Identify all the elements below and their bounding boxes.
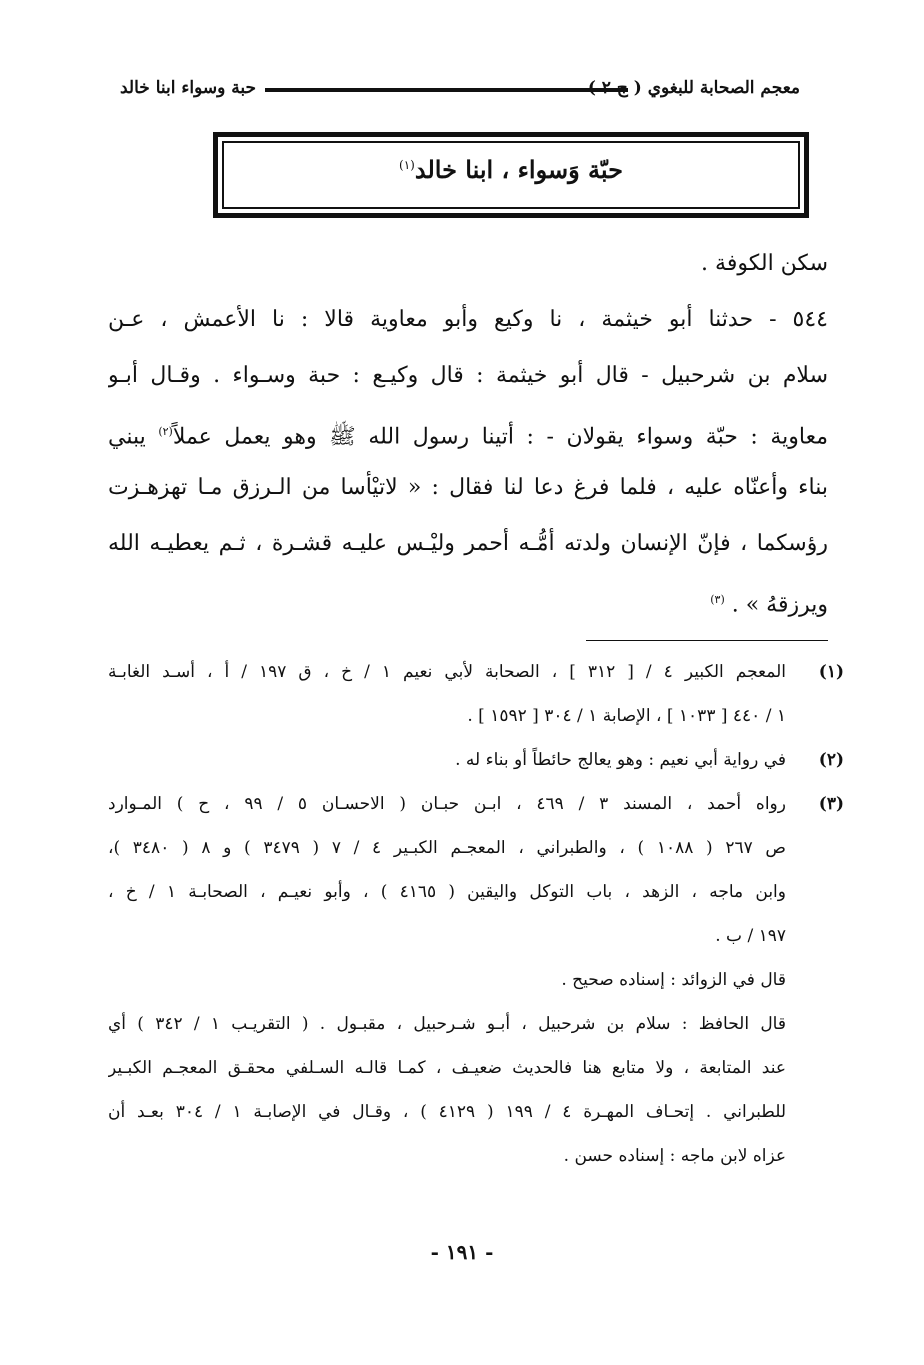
footnote-3-notes bbox=[108, 958, 844, 1178]
body-line bbox=[108, 572, 828, 628]
footnote-3 bbox=[108, 782, 844, 958]
footnote-line: ص ٢٦٧ ( ١٠٨٨ ) ، والطبراني ، المعجـم الكبـير ٤ / ٧ ( ٣٤٧٩ ) و ٨ ( ٣٤٨٠ )، bbox=[108, 838, 786, 858]
footnote-line: قال الحافظ : سلام بن شرحبيل ، أبـو شـرحبيل ، مقبـول . ( التقريـب ١ / ٣٤٢ ) أي bbox=[108, 1014, 786, 1034]
body-text: يبني bbox=[108, 424, 146, 450]
footnote-separator bbox=[586, 640, 828, 641]
running-header bbox=[120, 72, 800, 106]
footnote-line: قال في الزوائد : إسناده صحيح . bbox=[561, 970, 786, 990]
footnote-number: (١) bbox=[818, 662, 844, 682]
body-text: ويرزقهُ » . bbox=[731, 592, 828, 618]
body-line: سكن الكوفة . bbox=[701, 251, 828, 276]
book-title: معجم الصحابة للبغوي ( ج ٢ ) bbox=[587, 78, 800, 98]
body-line: رؤسكما ، فإنّ الإنسان ولدته أمُّـه أحمر وليْـس عليـه قشـرة ، ثـم يعطيـه الله bbox=[108, 531, 828, 556]
footnote-line: وابن ماجه ، الزهد ، باب التوكل واليقين ( ٤١٦٥ ) ، وأبو نعيـم ، الصحابـة ١ / خ ، bbox=[108, 882, 786, 902]
footnote-line: رواه أحمد ، المسند ٣ / ٤٦٩ ، ابـن حبـان ( الاحسـان ٥ / ٩٩ ، ح ) المـوارد bbox=[108, 794, 786, 814]
header-rule bbox=[265, 88, 488, 92]
footnote-1 bbox=[108, 650, 844, 738]
footnotes bbox=[108, 650, 844, 1178]
body-line: ٥٤٤ - حدثنا أبو خيثمة ، نا وكيع وأبو معاوية قالا : نا الأعمش ، عـن bbox=[108, 307, 828, 332]
footnote-ref[interactable]: (٣) bbox=[710, 593, 725, 606]
body-line: بناء وأعنّاه عليه ، فلما فرغ دعا لنا فقال : « لاتيْأسا من الـرزق مـا تهزهـزت bbox=[108, 475, 828, 500]
footnote-line: للطبراني . إتحـاف المهـرة ٤ / ١٩٩ ( ٤١٢٩ ) ، وقـال في الإصابـة ١ / ٣٠٤ بعـد أن bbox=[108, 1102, 787, 1122]
chapter-title: حبة وسواء ابنا خالد bbox=[120, 78, 257, 98]
section-title-text: حبّة وَسواء ، ابنا خالد bbox=[414, 155, 623, 184]
page-number: - ١٩١ - bbox=[430, 1240, 494, 1264]
header-rule bbox=[488, 88, 628, 92]
footnote-ref[interactable]: (٢) bbox=[158, 425, 173, 438]
main-text bbox=[108, 236, 828, 628]
footnote-line: في رواية أبي نعيم : وهو يعالج حائطاً أو بناء له . bbox=[455, 750, 786, 770]
footnote-number: (٢) bbox=[818, 750, 844, 770]
footnote-ref[interactable]: (١) bbox=[399, 158, 415, 172]
body-line: سلام بن شرحبيل - قال أبو خيثمة : قال وكيـع : حبة وسـواء . وقـال أبـو bbox=[108, 363, 828, 388]
footnote-line: عند المتابعة ، ولا متابع هنا فالحديث ضعيـف ، كمـا قالـه السـلفي محقـق المعجـم الكبـير bbox=[108, 1058, 786, 1078]
footnote-line: عزاه لابن ماجه : إسناده حسن . bbox=[563, 1146, 786, 1166]
footnote-line: ١٩٧ / ب . bbox=[715, 926, 786, 946]
footnote-number: (٣) bbox=[818, 794, 844, 814]
body-text: معاوية : حبّة وسواء يقولان - : أتينا رسول الله ﷺ وهو يعمل عملاً bbox=[172, 424, 828, 450]
title-frame bbox=[213, 132, 809, 218]
footnote-line: المعجم الكبير ٤ / [ ٣١٢ ] ، الصحابة لأبي نعيم ١ / خ ، ق ١٩٧ / أ ، أسـد الغابـة bbox=[108, 662, 786, 682]
section-title bbox=[218, 155, 804, 184]
body-line bbox=[108, 404, 828, 460]
footnote-line: ١ / ٤٤٠ [ ١٠٣٣ ] ، الإصابة ١ / ٣٠٤ [ ١٥٩٢ ] . bbox=[467, 706, 786, 726]
footnote-2 bbox=[108, 738, 844, 782]
